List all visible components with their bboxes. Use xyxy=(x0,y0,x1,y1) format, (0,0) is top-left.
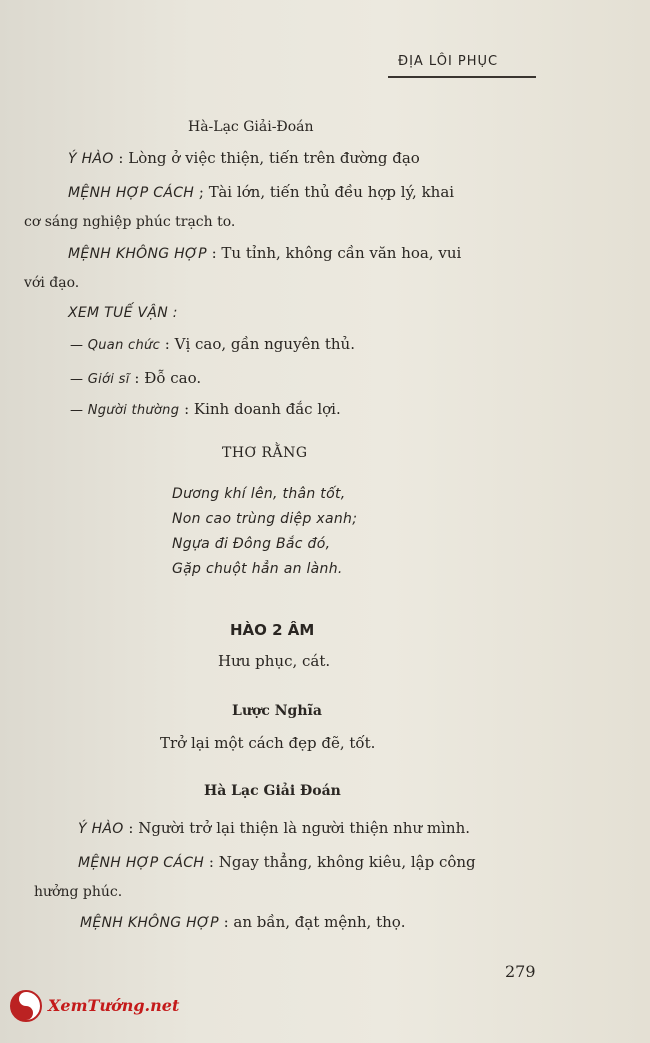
xem-tue-van: XEM TUẾ VẬN : xyxy=(68,305,178,321)
site-watermark xyxy=(10,990,180,1026)
gioi-si-label: — Giới sĩ xyxy=(70,372,130,387)
y-hao-label: Ý HÀO xyxy=(68,151,114,167)
page-number: 279 xyxy=(505,962,536,981)
poem-line-4: Gặp chuột hẳn an lành. xyxy=(172,561,343,577)
watermark-text: XemTướng.net xyxy=(48,996,180,1015)
y-hao-text: : Lòng ở việc thiện, tiến trên đường đạo xyxy=(118,149,420,167)
menh-hop-text: ; Tài lớn, tiến thủ đều hợp lý, khai xyxy=(198,183,455,201)
y-hao-text-2: : Người trở lại thiện là người thiện như mình. xyxy=(128,819,471,837)
luoc-nghia-text: Trở lại một cách đẹp đẽ, tốt. xyxy=(160,734,376,752)
menh-hop-label: MỆNH HỢP CÁCH xyxy=(68,185,195,201)
header-rule xyxy=(388,76,536,78)
gioi-si-text: : Đỗ cao. xyxy=(134,369,202,387)
poem-line-2: Non cao trùng diệp xanh; xyxy=(172,511,358,527)
nguoi-thuong-label: — Người thường xyxy=(70,403,180,418)
quan-chuc-label: — Quan chức xyxy=(70,338,161,353)
quan-chuc-text: : Vị cao, gần nguyên thủ. xyxy=(164,335,355,353)
menh-hop-cont: cơ sáng nghiệp phúc trạch to. xyxy=(24,214,236,230)
poem-line-3: Ngựa đi Đông Bắc đó, xyxy=(172,536,331,552)
y-hao-line-2 xyxy=(78,818,470,839)
hao-2-subtitle: Hưu phục, cát. xyxy=(218,652,331,670)
gioi-si-line xyxy=(70,368,201,390)
y-hao-label-2: Ý HÀO xyxy=(78,821,124,837)
yin-yang-icon xyxy=(10,990,42,1022)
menh-hop-line xyxy=(68,182,454,203)
menh-khong-text-2: : an bần, đạt mệnh, thọ. xyxy=(223,913,406,931)
menh-khong-label-2: MỆNH KHÔNG HỢP xyxy=(80,915,219,931)
menh-khong-label: MỆNH KHÔNG HỢP xyxy=(68,246,207,262)
menh-hop-text-2: : Ngay thẳng, không kiêu, lập công xyxy=(208,853,476,871)
ha-lac-title-2: Hà Lạc Giải Đoán xyxy=(204,783,341,799)
menh-khong-text: : Tu tỉnh, không cần văn hoa, vui xyxy=(211,244,462,262)
nguoi-thuong-text: : Kinh doanh đắc lợi. xyxy=(184,400,341,418)
menh-khong-line-2 xyxy=(80,912,406,933)
menh-khong-line xyxy=(68,243,461,264)
y-hao-line xyxy=(68,148,420,169)
nguoi-thuong-line xyxy=(70,399,341,421)
hao-2-title: HÀO 2 ÂM xyxy=(230,621,315,639)
running-title: ĐỊA LÔI PHỤC xyxy=(398,54,499,69)
menh-khong-cont: với đạo. xyxy=(24,275,80,291)
menh-hop-label-2: MỆNH HỢP CÁCH xyxy=(78,855,205,871)
luoc-nghia-title: Lược Nghĩa xyxy=(232,703,322,719)
poem-line-1: Dương khí lên, thân tốt, xyxy=(172,486,346,502)
quan-chuc-line xyxy=(70,334,355,356)
menh-hop-cont-2: hưởng phúc. xyxy=(34,884,123,900)
section-heading-ha-lac: Hà-Lạc Giải-Đoán xyxy=(188,119,314,135)
poem-title: THƠ RẰNG xyxy=(222,445,308,461)
menh-hop-line-2 xyxy=(78,852,476,873)
